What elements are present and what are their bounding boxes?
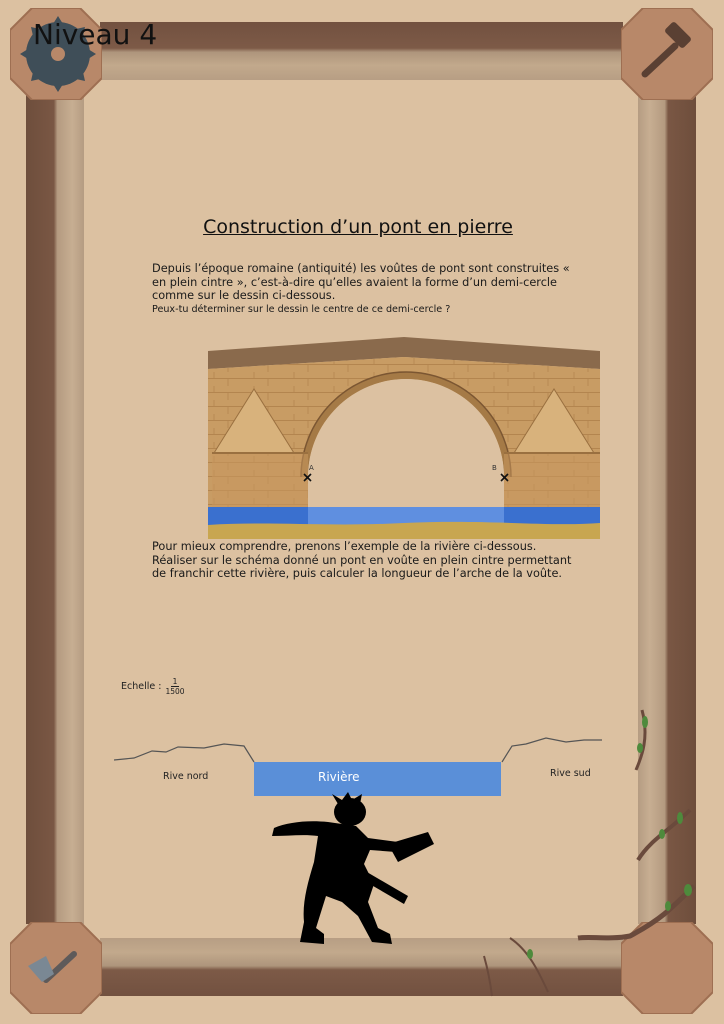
point-b-label: B — [492, 464, 497, 472]
scale-numerator: 1 — [172, 677, 178, 686]
point-a-label: A — [309, 464, 314, 472]
frame-top-beam — [100, 22, 623, 80]
scale-text: Echelle : — [121, 681, 162, 692]
right-bank-label: Rive sud — [550, 768, 591, 779]
explain-line: Réaliser sur le schéma donné un pont en voûte en plein cintre permettant — [152, 553, 572, 567]
scale-denominator: 1500 — [165, 687, 185, 696]
explain-line: de franchir cette rivière, puis calculer la longueur de l’arche de la voûte. — [152, 567, 563, 580]
bridge-illustration — [208, 337, 600, 539]
level-label: Niveau 4 — [33, 18, 158, 51]
intro-line: Depuis l’époque romaine (antiquité) les voûtes de pont sont construites « — [152, 262, 570, 275]
corner-bottom-left — [10, 922, 102, 1014]
corner-top-right — [621, 8, 713, 100]
left-bank-label: Rive nord — [163, 771, 209, 782]
explain-line: Pour mieux comprendre, prenons l’exemple de la rivière ci-dessous. — [152, 540, 537, 553]
intro-line: comme sur le dessin ci-dessous. — [152, 289, 336, 302]
intro-line: en plein cintre », c’est-à-dire qu’elles avaient la forme d’un demi-cercle — [152, 275, 557, 289]
scale-label — [121, 677, 185, 696]
carpenter-silhouette — [268, 792, 436, 954]
page-title: Construction d’un pont en pierre — [203, 216, 513, 238]
scale-fraction — [165, 677, 184, 696]
explain-paragraph — [152, 540, 572, 581]
river-label: Rivière — [318, 770, 360, 784]
question-line: Peux-tu déterminer sur le dessin le centre de ce demi-cercle ? — [152, 303, 451, 315]
intro-paragraph — [152, 262, 572, 316]
river-rectangle — [254, 762, 501, 796]
vine-decoration-bottom — [470, 930, 570, 1000]
